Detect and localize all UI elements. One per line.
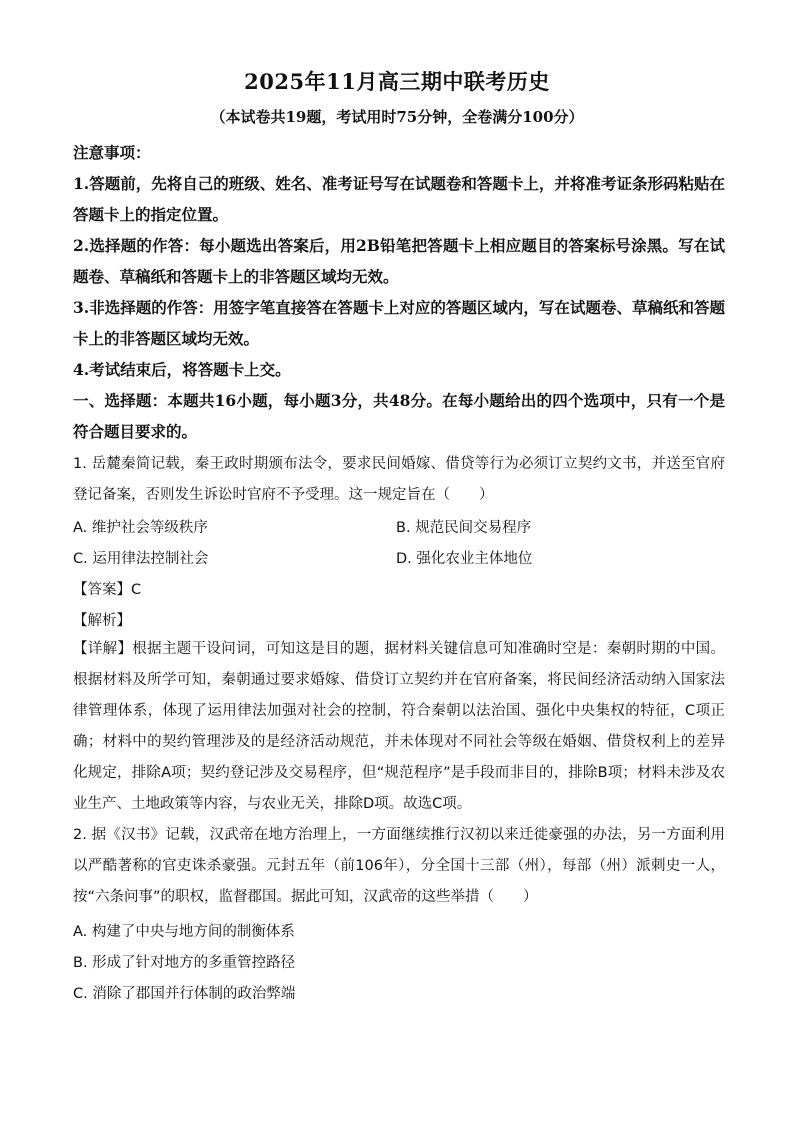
question-2-option-c: C. 消除了郡国并行体制的政治弊端	[73, 986, 296, 1002]
question-2-option-b: B. 形成了针对地方的多重管控路径	[73, 955, 296, 971]
question-1-option-d: D. 强化农业主体地位	[396, 551, 533, 567]
question-1-option-c: C. 运用律法控制社会	[73, 551, 209, 567]
note-item-2: 2.选择题的作答：每小题选出答案后，用2B铅笔把答题卡上相应题目的答案标号涂黑。写在试题卷、草稿纸和答题卡上的非答题区域均无效。	[73, 236, 725, 286]
section-heading: 一、选择题：本题共16小题，每小题3分，共48分。在每小题给出的四个选项中，只有一个是符合题目要求的。	[73, 391, 725, 441]
page-title: 2025年11月高三期中联考历史	[244, 69, 550, 94]
notes-heading: 注意事项：	[73, 143, 151, 162]
note-item-1: 1.答题前，先将自己的班级、姓名、准考证号写在试题卷和答题卡上，并将准考证条形码粘贴在答题卡上的指定位置。	[73, 174, 725, 224]
question-1-detail: 【详解】根据主题干设问词，可知这是目的题，据材料关键信息可知准确时空是：秦朝时期的中国。根据材料及所学可知，秦朝通过要求婚嫁、借贷订立契约并在官府备案，将民间经济活动纳入国家法律管理体系，体现了运用律法加强对社会的控制，符合秦朝以法治国、强化中央集权的特征，C项正确；材料中的契约管理涉及的是经济活动规范，并未体现对不同社会等级在婚姻、借贷权利上的差异化规定，排除A项；契约登记涉及交易程序，但“规范程序”是手段而非目的，排除B项；材料未涉及农业生产、土地政策等内容，与农业无关，排除D项。故选C项。	[73, 641, 725, 812]
page-subtitle: （本试卷共19题，考试用时75分钟，全卷满分100分）	[210, 108, 584, 126]
question-1-option-b: B. 规范民间交易程序	[396, 520, 532, 536]
question-2-stem: 2. 据《汉书》记载，汉武帝在地方治理上，一方面继续推行汉初以来迁徙豪强的办法，另一方面利用以严酷著称的官吏诛杀豪强。元封五年（前106年），分全国十三部（州），每部（州）派刺史一人，按“六条问事”的职权，监督郡国。据此可知，汉武帝的这些举措（ ）	[73, 827, 725, 905]
question-1-option-a: A. 维护社会等级秩序	[73, 520, 208, 536]
question-2-option-a: A. 构建了中央与地方间的制衡体系	[73, 924, 295, 940]
note-item-3: 3.非选择题的作答：用签字笔直接答在答题卡上对应的答题区域内，写在试题卷、草稿纸和答题卡上的非答题区域均无效。	[73, 298, 725, 348]
note-item-4: 4.考试结束后，将答题卡上交。	[73, 360, 291, 379]
question-1-answer: 【答案】C	[73, 582, 142, 598]
question-1-stem: 1. 岳麓秦简记载，秦王政时期颁布法令，要求民间婚嫁、借贷等行为必须订立契约文书，并送至官府登记备案，否则发生诉讼时官府不予受理。这一规定旨在（ ）	[73, 456, 725, 503]
question-1-analysis-label: 【解析】	[73, 613, 131, 629]
